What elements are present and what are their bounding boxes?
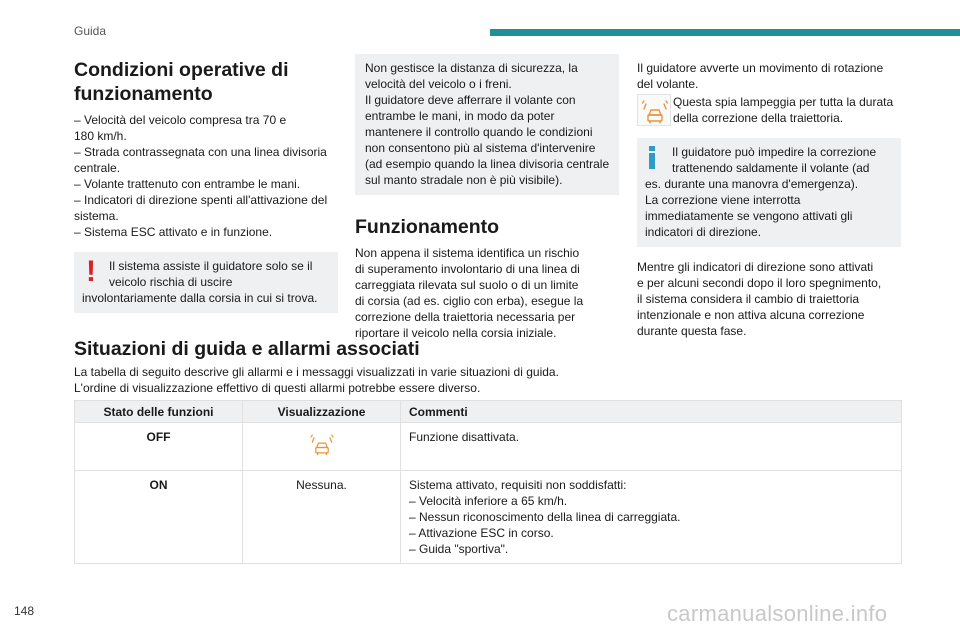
state-cell: OFF (75, 423, 243, 471)
section-title-conditions: Condizioni operative di funzionamento (74, 59, 289, 105)
section-title-situations: Situazioni di guida e allarmi associati (74, 338, 420, 360)
comment-line: – Guida "sportiva". (409, 542, 509, 556)
warning-light-description (637, 94, 901, 128)
display-cell: Nessuna. (243, 471, 401, 564)
caution-line: mantenere il controllo quando le condizioni (365, 125, 593, 139)
state-cell: ON (75, 471, 243, 564)
conditions-line: 180 km/h. (74, 129, 127, 143)
function-line: Non appena il sistema identifica un rischio (355, 246, 580, 260)
steering-text (637, 60, 901, 92)
lane-keeping-warning-icon (307, 429, 337, 459)
conditions-line: – Volante trattenuto con entrambe le mani. (74, 177, 301, 191)
caution-note (355, 54, 619, 195)
table-row (75, 471, 902, 564)
info-line: indicatori di direzione. (645, 225, 762, 239)
caution-line: velocità del veicolo o i freni. (365, 77, 512, 91)
info-note (637, 138, 901, 247)
warning-line: veicolo rischia di uscire (109, 275, 233, 289)
info-line: immediatamente se vengono attivati gli (645, 209, 853, 223)
caution-line: (ad esempio quando la linea divisoria centrale (365, 157, 610, 171)
function-line: carreggiata rilevata sul suolo o di un limite (355, 278, 579, 292)
intro-line: La tabella di seguito descrive gli allarmi e i messaggi visualizzati in varie situazioni di guida. (74, 365, 559, 379)
page-number: 148 (14, 604, 35, 618)
conditions-line: – Sistema ESC attivato e in funzione. (74, 225, 273, 239)
column-function (355, 54, 619, 341)
conditions-line: sistema. (74, 209, 119, 223)
warning-light-line: della correzione della traiettoria. (673, 111, 844, 125)
intro-line: L'ordine di visualizzazione effettivo di questi allarmi potrebbe essere diverso. (74, 381, 481, 395)
caution-line: non consentono più al sistema d'intervenire (365, 141, 596, 155)
comment-line: Sistema attivato, requisiti non soddisfatti: (409, 478, 627, 492)
comment-line: – Attivazione ESC in corso. (409, 526, 554, 540)
column-correction (637, 60, 901, 339)
warning-line: Il sistema assiste il guidatore solo se il (109, 259, 313, 273)
conditions-line: centrale. (74, 161, 121, 175)
warning-light-line: Questa spia lampeggia per tutta la durata (673, 95, 894, 109)
info-line: trattenendo saldamente il volante (ad (672, 161, 870, 175)
comment-line: – Nessun riconoscimento della linea di carreggiata. (409, 510, 681, 524)
column-header-comments: Commenti (401, 401, 902, 423)
conditions-line: – Indicatori di direzione spenti all'attivazione del (74, 193, 328, 207)
warning-line: involontariamente dalla corsia in cui si trova. (82, 291, 318, 305)
function-line: di superamento involontario di una linea di (355, 262, 580, 276)
lane-keeping-warning-icon (637, 94, 671, 126)
comment-line: – Velocità inferiore a 65 km/h. (409, 494, 568, 508)
display-cell (243, 423, 401, 471)
steering-line: Il guidatore avverte un movimento di rotazione (637, 61, 884, 75)
table-row (75, 423, 902, 471)
turn-signal-line: durante questa fase. (637, 324, 747, 338)
turn-signal-text (637, 259, 901, 339)
table-header-row (75, 401, 902, 423)
info-line: Il guidatore può impedire la correzione (672, 145, 877, 159)
function-line: riportare il veicolo nella corsia iniziale. (355, 326, 557, 340)
watermark: carmanualsonline.info (667, 601, 888, 626)
steering-line: del volante. (637, 77, 699, 91)
column-operating-conditions (74, 58, 338, 313)
function-text (355, 245, 619, 341)
column-header-state: Stato delle funzioni (75, 401, 243, 423)
situations-intro (74, 364, 894, 396)
turn-signal-line: e per alcuni secondi dopo il loro spegnimento, (637, 276, 882, 290)
warning-note (74, 252, 338, 313)
header-section-title: Guida (74, 24, 107, 38)
info-icon (649, 146, 655, 169)
section-title-function: Funzionamento (355, 216, 500, 238)
alerts-table (74, 400, 902, 564)
turn-signal-line: Mentre gli indicatori di direzione sono attivati (637, 260, 874, 274)
comments-cell (401, 471, 902, 564)
conditions-line: – Velocità del veicolo compresa tra 70 e (74, 113, 287, 127)
function-line: correzione della traiettoria necessaria per (355, 310, 576, 324)
conditions-line: – Strada contrassegnata con una linea divisoria (74, 145, 327, 159)
column-header-display: Visualizzazione (243, 401, 401, 423)
info-line: es. durante una manovra d'emergenza). (645, 177, 859, 191)
caution-line: Il guidatore deve afferrare il volante con (365, 93, 576, 107)
caution-line: sul manto stradale non è più visibile). (365, 173, 563, 187)
function-line: di corsia (ad es. ciglio con erba), esegue la (355, 294, 584, 308)
warning-exclamation-icon: ! (86, 255, 96, 288)
info-line: La correzione viene interrotta (645, 193, 801, 207)
comments-cell (401, 423, 902, 471)
turn-signal-line: il sistema considera il cambio di traiettoria (637, 292, 860, 306)
caution-line: Non gestisce la distanza di sicurezza, la (365, 61, 578, 75)
turn-signal-line: intenzionale e non attiva alcuna correzione (637, 308, 865, 322)
comment-line: Funzione disattivata. (409, 430, 520, 444)
caution-line: entrambe le mani, in modo da poter (365, 109, 555, 123)
conditions-list (74, 112, 338, 240)
header-accent-bar (490, 29, 960, 36)
